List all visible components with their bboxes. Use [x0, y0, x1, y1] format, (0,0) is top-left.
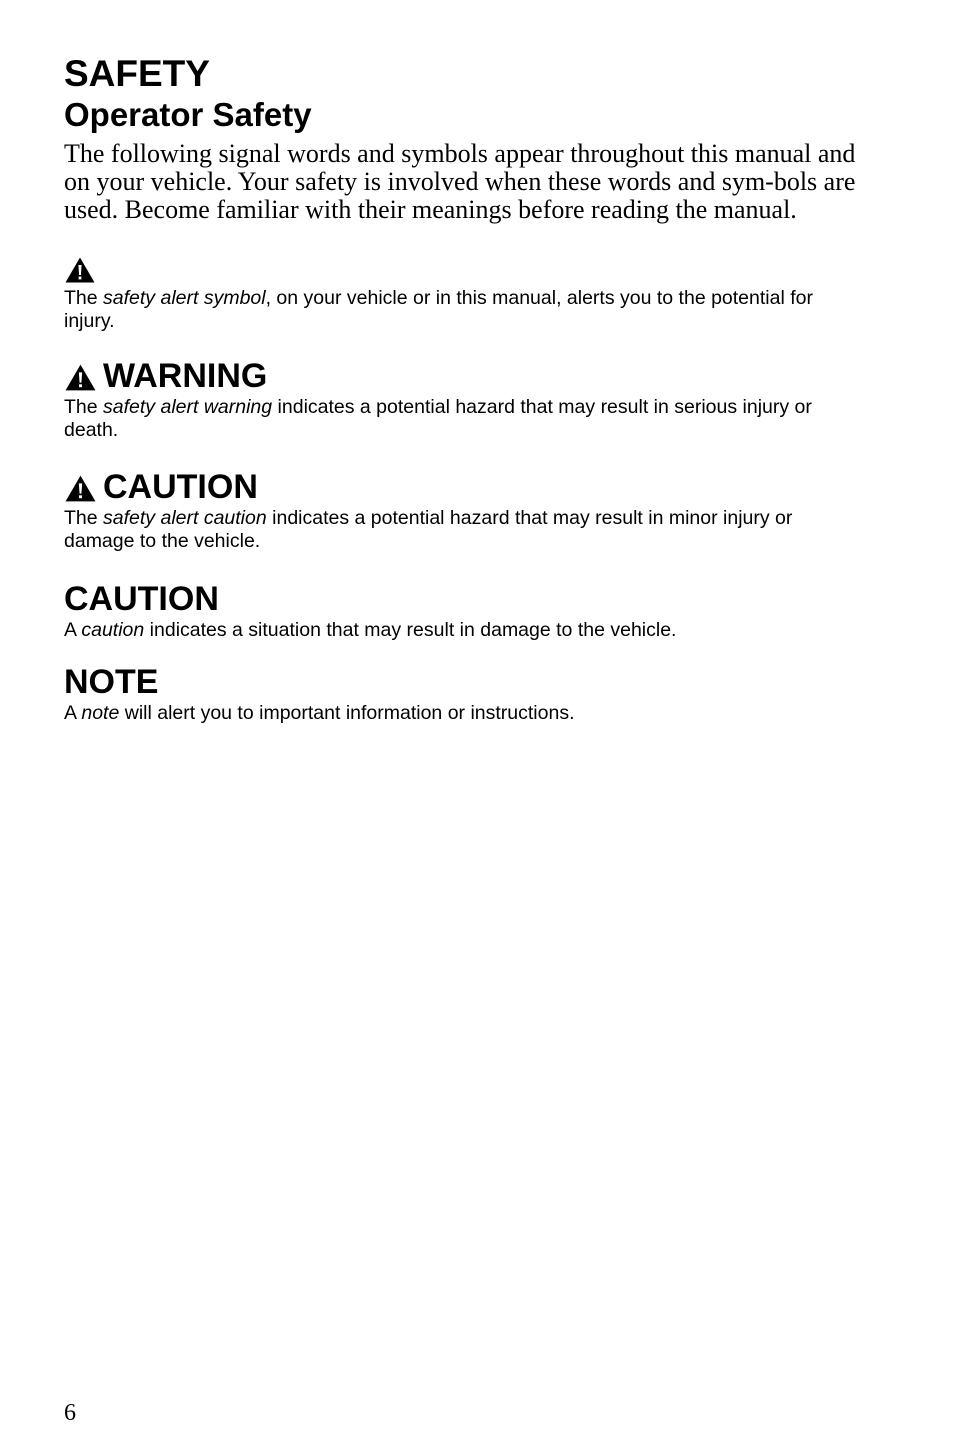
warning-triangle-icon — [64, 256, 96, 284]
warning-pre: The — [64, 396, 104, 418]
caution-alert-label: CAUTION — [103, 468, 258, 506]
safety-alert-symbol-description — [64, 287, 864, 333]
caution-alert-block — [64, 467, 874, 553]
warning-block — [64, 356, 874, 442]
caution-alert-post: indicates a potential hazard that may result in minor injury or damage to the vehicle. — [64, 507, 793, 552]
warning-term: safety alert warning — [103, 396, 273, 418]
caution-block — [64, 579, 874, 642]
page-number: 6 — [64, 1400, 76, 1426]
caution-label: CAUTION — [64, 580, 219, 618]
intro-paragraph: The following signal words and symbols appear throughout this manual and on your vehicle. Your safety is involved when these words and sym-bols are used. Become familiar with their meanings before reading the manual. — [64, 139, 856, 224]
subsection-title: Operator Safety — [64, 96, 312, 133]
safety-alert-symbol-row — [64, 254, 874, 284]
note-description — [64, 702, 864, 725]
note-pre: A — [64, 702, 82, 724]
warning-triangle-icon — [64, 363, 97, 392]
safety-alert-post: , on your vehicle or in this manual, alerts you to the potential for injury. — [64, 287, 813, 332]
note-heading — [64, 662, 874, 702]
caution-term: caution — [81, 619, 145, 641]
caution-alert-pre: The — [64, 507, 104, 529]
caution-alert-heading — [64, 467, 874, 507]
warning-post: indicates a potential hazard that may result in serious injury or death. — [64, 396, 812, 441]
warning-heading — [64, 356, 874, 396]
warning-label: WARNING — [103, 357, 268, 395]
caution-description — [64, 619, 864, 642]
caution-alert-description — [64, 507, 864, 553]
safety-alert-pre: The — [64, 287, 104, 309]
manual-page — [64, 52, 874, 725]
warning-triangle-icon — [64, 474, 97, 503]
note-block — [64, 662, 874, 725]
section-title: SAFETY — [64, 53, 210, 94]
caution-heading — [64, 579, 874, 619]
note-label: NOTE — [64, 663, 159, 701]
note-post: will alert you to important information or instructions. — [119, 702, 575, 724]
warning-description — [64, 396, 864, 442]
caution-alert-term: safety alert caution — [103, 507, 267, 529]
caution-pre: A — [64, 619, 82, 641]
safety-alert-term: safety alert symbol — [103, 287, 266, 309]
caution-post: indicates a situation that may result in damage to the vehicle. — [144, 619, 677, 641]
note-term: note — [81, 702, 120, 724]
